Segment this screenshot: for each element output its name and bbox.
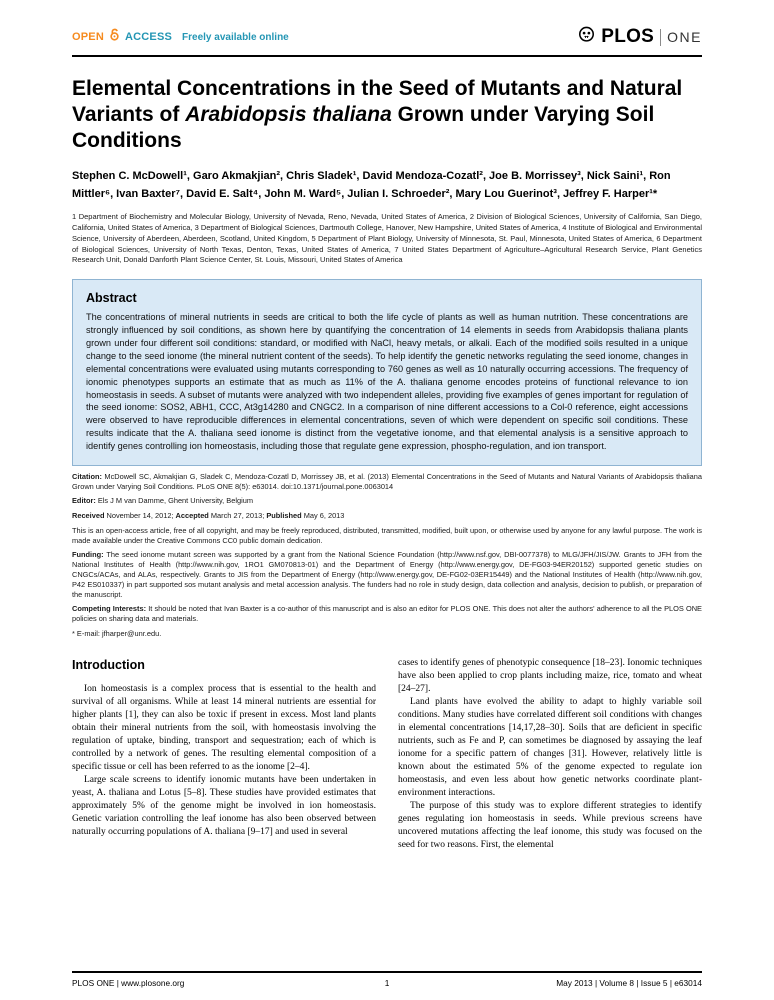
open-access-access-label: ACCESS — [124, 31, 173, 43]
article-body — [72, 657, 702, 852]
affiliation-list: 1 Department of Biochemistry and Molecular Biology, University of Nevada, Reno, Nevada, United States of America, 2 Division of Biological Sciences, University of California, San Diego, California, United States of America, 3 Department of Biological Sciences, Dartmouth College, Hanover, New Hampshire, United States of America, 4 Institute of Biological and Environmental Science, University of Aberdeen, Aberdeen, Scotland, United Kingdom, 5 Department of Plant Biology, University of Minnesota, St. Paul, Minnesota, United States of America, 6 Department of Biological Sciences, University of North Texas, Denton, Texas, United States of America, 7 United States Department of Agriculture–Agricultural Research Service, Plant Genetics Research Unit, Donald Danforth Plant Science Center, St. Louis, Missouri, United States of America — [72, 212, 702, 265]
title-part2: Grown under Varying Soil Conditions — [72, 103, 655, 153]
received-label: Received — [72, 511, 105, 521]
open-access-padlock-icon — [108, 28, 121, 46]
competing-interests-text: It should be noted that Ivan Baxter is a co-author of this manuscript and is also an editor for PLOS ONE. This does not alter the authors' adherence to all the PLOS ONE policies on sharing data and materials. — [72, 604, 702, 624]
title-part1: Elemental Concentrations in the Seed of Mutants and Natural Variants of — [72, 77, 683, 127]
dates-paragraph — [72, 511, 702, 521]
citation-label: Citation: — [72, 471, 102, 481]
body-column-right — [398, 657, 702, 852]
plos-wordmark: PLOS — [601, 26, 655, 47]
header-rule — [72, 55, 702, 57]
footer-issue-info: May 2013 | Volume 8 | Issue 5 | e63014 — [556, 978, 702, 988]
accepted-date: March 27, 2013; — [208, 511, 267, 521]
intro-paragraph: Large scale screens to identify ionomic mutants have been undertaken in yeast, A. thaliana and Lotus [5–8]. These studies have provided estimates that approximately 5% of the genome might be involved in ion homeostasis. Genetic variation controlling the leaf ionome has also been observed between naturally occurring populations of A. thaliana [9–17] and used in several — [72, 774, 376, 837]
title-species-italic: Arabidopsis thaliana — [185, 103, 392, 127]
funding-paragraph — [72, 550, 702, 599]
published-date: May 6, 2013 — [301, 511, 345, 521]
front-matter — [72, 472, 702, 639]
competing-interests-label: Competing Interests: — [72, 604, 147, 614]
citation-text: McDowell SC, Akmakjian G, Sladek C, Mendoza-Cozatl D, Morrissey JB, et al. (2013) Elemental Concentrations in the Seed of Mutants and Natural Variants of Arabidopsis thaliana Grown under Varying Soil Conditions. PLoS ONE 8(5): e63014. doi:10.1371/journal.pone.0063014 — [72, 471, 702, 491]
article-title — [72, 76, 702, 154]
open-access-open-label: OPEN — [72, 31, 104, 43]
funding-text: The seed ionome mutant screen was supported by a grant from the National Science Foundation (http://www.nsf.gov, DBI-0077378) to MLG/JFH/JIS/JW. Grants to JFH from the National Institutes of Health (http://www.nih.gov, 1RO1 GM070813-01) and the Department of Energy (http://www.energy.gov, DE-FG03-94ER20152) supported genetic studies on CNGCs/ACAs, and ALAs, respectively. Grants to JIS from the Department of Energy (http://www.energy.gov, DE-FG02-03ER15449) and the National Institutes of Health (http://www.nih.gov, P42 ES010337) in part supported sos mutant analysis and metal accession analysis. The funders had no role in study design, data collection and analysis, decision to publish, or preparation of the manuscript. — [72, 550, 702, 599]
footer-rule — [72, 971, 702, 973]
editor-text: Els J M van Damme, Ghent University, Belgium — [95, 496, 253, 506]
accepted-label: Accepted — [175, 511, 209, 521]
competing-interests-paragraph — [72, 604, 702, 624]
intro-paragraph: Ion homeostasis is a complex process that is essential to the health and survival of all organisms. While at least 14 mineral nutrients are essential for higher plants [1], they can also be toxic if present in excess. Most land plants obtain their mineral nutrients from the soil, with homeostasis involving the regulation of uptake, binding, transport and sequestration; each of which is controlled by a network of genes. The resulting elemental composition of a specific tissue or cell has been referred to as the ionome [2–4]. — [72, 683, 376, 772]
logo-divider — [660, 29, 661, 46]
editor-label: Editor: — [72, 496, 96, 506]
abstract-text: The concentrations of mineral nutrients in seeds are critical to both the life cycle of plants as well as human nutrition. These concentrations are strongly influenced by soil conditions, as shown here by quantifying the concentration of 14 elements in seeds from Arabidopsis thaliana plants grown under four different soil conditions: standard, or modified with NaCl, heavy metals, or alkali. Each of the modified soils resulted in a unique change to the seed ionome (the mineral nutrient content of the seeds). To help identify the genetic networks regulating the seed ionome, changes in elemental concentrations were evaluated using mutants corresponding to 760 genes as well as 10 naturally occurring accessions. The frequency of ionomic phenotypes supports an estimate that as much as 11% of the A. thaliana genome encodes proteins of functional relevance to ion homeostasis in seeds. A subset of mutants were analyzed with two independent alleles, providing five examples of genes important for regulation of the seed ionome: SOS2, ABH1, CCC, At3g14280 and CNGC2. In a comparison of nine different accessions to a Col-0 reference, eight accessions were observed to have reproducible differences in elemental concentrations, seven of which were dependent on specific soil conditions. These results indicate that the A. thaliana seed ionome is distinct from the vegetative ionome, and that elemental analysis is a sensitive approach to identify genes controlling ion homeostasis, including those that regulate gene expression, phospho-regulation, and ion transport. — [86, 312, 688, 452]
journal-edition-label: ONE — [667, 29, 702, 45]
body-column-left — [72, 657, 376, 852]
open-access-banner — [72, 28, 289, 46]
citation-paragraph — [72, 472, 702, 492]
footer-row — [72, 978, 702, 988]
abstract-heading: Abstract — [86, 291, 137, 306]
page-footer — [72, 967, 702, 988]
header-bar — [72, 24, 702, 50]
journal-logo — [578, 26, 702, 48]
intro-paragraph: cases to identify genes of phenotypic consequence [18–23]. Ionomic techniques have also been applied to crop plants including maize, rice, tomato and wheat [24–27]. — [398, 657, 702, 694]
published-label: Published — [266, 511, 302, 521]
intro-paragraph: Land plants have evolved the ability to adapt to highly variable soil conditions. Many studies have correlated different soil conditions with changes in elemental concentrations [14,17,28–30]. Soils that are deficient in specific nutrients, such as Fe and P, can sometimes be diagnosed by assaying the leaf ionome for a specific pattern of changes [31]. However, relatively little is known about the estimated 5% of the genome expected to regulate ion homeostasis, and even less about how genetic networks coordinate plant-environment interactions. — [398, 696, 702, 798]
introduction-heading: Introduction — [72, 657, 145, 672]
footer-page-number: 1 — [384, 978, 390, 988]
copyright-paragraph: This is an open-access article, free of all copyright, and may be freely reproduced, distributed, transmitted, modified, built upon, or otherwise used by anyone for any lawful purpose. The work is made available under the Creative Commons CC0 public domain dedication. — [72, 525, 702, 545]
plos-skull-icon — [578, 26, 595, 48]
corresponding-email: * E-mail: jfharper@unr.edu. — [72, 628, 162, 638]
funding-label: Funding: — [72, 550, 104, 560]
author-list: Stephen C. McDowell¹, Garo Akmakjian², Chris Sladek¹, David Mendoza-Cozatl², Joe B. Morrissey³, Nick Saini¹, Ron Mittler⁶, Ivan Baxter⁷, David E. Salt⁴, John M. Ward⁵, Julian I. Schroeder², Mary Lou Guerinot³, Jeffrey F. Harper¹* — [72, 170, 671, 200]
abstract-box — [72, 279, 702, 466]
editor-paragraph — [72, 496, 702, 506]
footer-journal-url: PLOS ONE | www.plosone.org — [72, 978, 185, 988]
received-date: November 14, 2012; — [104, 511, 176, 521]
intro-paragraph: The purpose of this study was to explore different strategies to identify genes regulating ion homeostasis in seeds. While previous screens have uncovered mutations affecting the leaf ionome, this study was focused on the seed for two reasons. First, the elemental — [398, 800, 702, 850]
freely-available-label: Freely available online — [182, 31, 289, 43]
